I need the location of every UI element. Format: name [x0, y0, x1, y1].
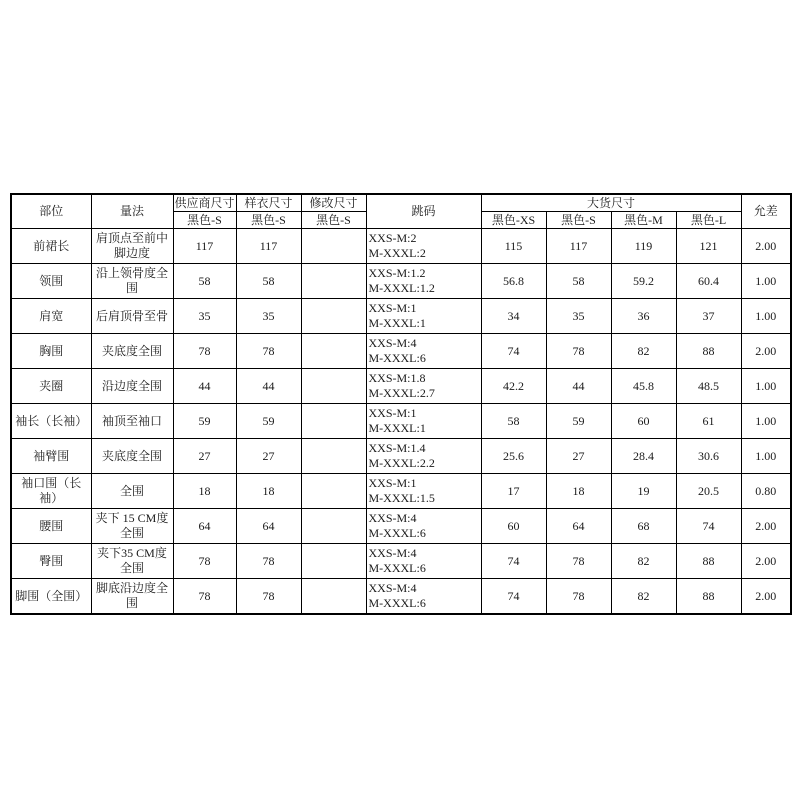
supplier-size-cell: 59: [173, 404, 236, 439]
bulk-size-cell: 88: [676, 334, 741, 369]
jump-code-line: M-XXXL:1: [368, 316, 426, 330]
part-cell: 臀围: [11, 544, 91, 579]
part-cell: 脚围（全围）: [11, 579, 91, 615]
bulk-size-cell: 88: [676, 544, 741, 579]
bulk-size-cell: 115: [481, 229, 546, 264]
method-cell: 夹下 15 CM度全围: [91, 509, 173, 544]
modified-size-cell: [301, 369, 366, 404]
jump-code-cell: [366, 474, 481, 509]
modified-size-cell: [301, 474, 366, 509]
bulk-size-cell: 35: [546, 299, 611, 334]
header-bulk-size: 大货尺寸: [481, 194, 741, 212]
bulk-size-cell: 19: [611, 474, 676, 509]
tolerance-cell: 2.00: [741, 544, 791, 579]
modified-size-cell: [301, 544, 366, 579]
size-spec-table: [10, 193, 792, 615]
header-part: 部位: [11, 194, 91, 229]
sample-size-cell: 78: [236, 544, 301, 579]
method-cell: 夹底度全围: [91, 334, 173, 369]
bulk-size-cell: 60: [481, 509, 546, 544]
bulk-size-cell: 59: [546, 404, 611, 439]
tolerance-cell: 0.80: [741, 474, 791, 509]
header-bulk-colorway-m: 黑色-M: [611, 212, 676, 229]
header-sample-colorway: 黑色-S: [236, 212, 301, 229]
jump-code-line: XXS-M:4: [368, 511, 417, 525]
jump-code-cell: [366, 334, 481, 369]
bulk-size-cell: 59.2: [611, 264, 676, 299]
modified-size-cell: [301, 264, 366, 299]
method-cell: 袖顶至袖口: [91, 404, 173, 439]
size-table-header: [11, 194, 791, 229]
header-bulk-colorway-l: 黑色-L: [676, 212, 741, 229]
bulk-size-cell: 36: [611, 299, 676, 334]
sample-size-cell: 44: [236, 369, 301, 404]
method-cell: 夹底度全围: [91, 439, 173, 474]
sample-size-cell: 35: [236, 299, 301, 334]
supplier-size-cell: 64: [173, 509, 236, 544]
table-row: [11, 299, 791, 334]
part-cell: 胸围: [11, 334, 91, 369]
sample-size-cell: 64: [236, 509, 301, 544]
table-row: [11, 404, 791, 439]
bulk-size-cell: 17: [481, 474, 546, 509]
bulk-size-cell: 121: [676, 229, 741, 264]
part-cell: 袖口围（长袖）: [11, 474, 91, 509]
part-cell: 前裙长: [11, 229, 91, 264]
tolerance-cell: 2.00: [741, 229, 791, 264]
sample-size-cell: 18: [236, 474, 301, 509]
jump-code-cell: [366, 299, 481, 334]
bulk-size-cell: 82: [611, 334, 676, 369]
bulk-size-cell: 58: [546, 264, 611, 299]
method-cell: 肩顶点至前中脚边度: [91, 229, 173, 264]
method-cell: 沿上领骨度全围: [91, 264, 173, 299]
bulk-size-cell: 37: [676, 299, 741, 334]
bulk-size-cell: 78: [546, 334, 611, 369]
method-cell: 夹下35 CM度全围: [91, 544, 173, 579]
supplier-size-cell: 27: [173, 439, 236, 474]
supplier-size-cell: 58: [173, 264, 236, 299]
supplier-size-cell: 117: [173, 229, 236, 264]
jump-code-line: XXS-M:1: [368, 406, 417, 420]
header-tolerance: 允差: [741, 194, 791, 229]
jump-code-line: XXS-M:1.2: [368, 266, 426, 280]
bulk-size-cell: 20.5: [676, 474, 741, 509]
jump-code-line: M-XXXL:6: [368, 351, 426, 365]
sample-size-cell: 78: [236, 334, 301, 369]
header-row-main: [11, 194, 791, 212]
part-cell: 领围: [11, 264, 91, 299]
modified-size-cell: [301, 509, 366, 544]
part-cell: 腰围: [11, 509, 91, 544]
method-cell: 沿边度全围: [91, 369, 173, 404]
header-method: 量法: [91, 194, 173, 229]
bulk-size-cell: 74: [481, 544, 546, 579]
table-row: [11, 579, 791, 615]
sample-size-cell: 58: [236, 264, 301, 299]
bulk-size-cell: 30.6: [676, 439, 741, 474]
tolerance-cell: 2.00: [741, 579, 791, 615]
jump-code-cell: [366, 264, 481, 299]
jump-code-cell: [366, 229, 481, 264]
modified-size-cell: [301, 579, 366, 615]
bulk-size-cell: 27: [546, 439, 611, 474]
modified-size-cell: [301, 334, 366, 369]
jump-code-line: M-XXXL:1: [368, 421, 426, 435]
supplier-size-cell: 78: [173, 544, 236, 579]
bulk-size-cell: 42.2: [481, 369, 546, 404]
method-cell: 后肩顶骨至骨: [91, 299, 173, 334]
header-modified-colorway: 黑色-S: [301, 212, 366, 229]
method-cell: 脚底沿边度全围: [91, 579, 173, 615]
modified-size-cell: [301, 404, 366, 439]
jump-code-cell: [366, 509, 481, 544]
header-sample-size: 样衣尺寸: [236, 194, 301, 212]
table-row: [11, 544, 791, 579]
bulk-size-cell: 45.8: [611, 369, 676, 404]
tolerance-cell: 2.00: [741, 334, 791, 369]
table-row: [11, 334, 791, 369]
header-bulk-colorway-xs: 黑色-XS: [481, 212, 546, 229]
header-supplier-size: 供应商尺寸: [174, 195, 235, 210]
tolerance-cell: 1.00: [741, 404, 791, 439]
jump-code-cell: [366, 579, 481, 615]
tolerance-cell: 1.00: [741, 369, 791, 404]
bulk-size-cell: 64: [546, 509, 611, 544]
bulk-size-cell: 34: [481, 299, 546, 334]
modified-size-cell: [301, 439, 366, 474]
bulk-size-cell: 48.5: [676, 369, 741, 404]
modified-size-cell: [301, 229, 366, 264]
jump-code-line: M-XXXL:1.5: [368, 491, 435, 505]
sample-size-cell: 117: [236, 229, 301, 264]
supplier-size-cell: 44: [173, 369, 236, 404]
header-modified-size: 修改尺寸: [301, 194, 366, 212]
bulk-size-cell: 82: [611, 544, 676, 579]
part-cell: 袖臂围: [11, 439, 91, 474]
bulk-size-cell: 119: [611, 229, 676, 264]
jump-code-line: M-XXXL:2: [368, 246, 426, 260]
method-cell: 全围: [91, 474, 173, 509]
table-row: [11, 369, 791, 404]
tolerance-cell: 1.00: [741, 264, 791, 299]
modified-size-cell: [301, 299, 366, 334]
bulk-size-cell: 74: [481, 579, 546, 615]
bulk-size-cell: 68: [611, 509, 676, 544]
table-row: [11, 474, 791, 509]
tolerance-cell: 1.00: [741, 299, 791, 334]
header-jump-code: 跳码: [366, 194, 481, 229]
table-row: [11, 264, 791, 299]
jump-code-line: XXS-M:2: [368, 231, 417, 245]
sample-size-cell: 78: [236, 579, 301, 615]
part-cell: 夹圈: [11, 369, 91, 404]
part-cell: 肩宽: [11, 299, 91, 334]
jump-code-line: M-XXXL:6: [368, 526, 426, 540]
header-bulk-colorway-s: 黑色-S: [546, 212, 611, 229]
bulk-size-cell: 74: [676, 509, 741, 544]
jump-code-line: XXS-M:1: [368, 476, 417, 490]
supplier-size-cell: 78: [173, 579, 236, 615]
jump-code-line: XXS-M:1.4: [368, 441, 426, 455]
supplier-size-cell: 78: [173, 334, 236, 369]
jump-code-cell: [366, 439, 481, 474]
jump-code-line: M-XXXL:6: [368, 596, 426, 610]
bulk-size-cell: 82: [611, 579, 676, 615]
tolerance-cell: 2.00: [741, 509, 791, 544]
part-cell: 袖长（长袖）: [11, 404, 91, 439]
jump-code-line: XXS-M:4: [368, 336, 417, 350]
size-table-body: [11, 229, 791, 615]
jump-code-cell: [366, 369, 481, 404]
bulk-size-cell: 78: [546, 544, 611, 579]
bulk-size-cell: 60: [611, 404, 676, 439]
bulk-size-cell: 28.4: [611, 439, 676, 474]
jump-code-line: XXS-M:1.8: [368, 371, 426, 385]
bulk-size-cell: 117: [546, 229, 611, 264]
sample-size-cell: 27: [236, 439, 301, 474]
table-row: [11, 439, 791, 474]
bulk-size-cell: 18: [546, 474, 611, 509]
jump-code-line: XXS-M:1: [368, 301, 417, 315]
header-supplier-colorway: 黑色-S: [173, 212, 236, 229]
sample-size-cell: 59: [236, 404, 301, 439]
jump-code-line: XXS-M:4: [368, 581, 417, 595]
supplier-size-cell: 18: [173, 474, 236, 509]
bulk-size-cell: 56.8: [481, 264, 546, 299]
jump-code-cell: [366, 544, 481, 579]
bulk-size-cell: 78: [546, 579, 611, 615]
jump-code-line: M-XXXL:2.2: [368, 456, 435, 470]
bulk-size-cell: 44: [546, 369, 611, 404]
bulk-size-cell: 60.4: [676, 264, 741, 299]
bulk-size-cell: 74: [481, 334, 546, 369]
jump-code-line: M-XXXL:2.7: [368, 386, 435, 400]
tolerance-cell: 1.00: [741, 439, 791, 474]
jump-code-line: M-XXXL:6: [368, 561, 426, 575]
jump-code-line: XXS-M:4: [368, 546, 417, 560]
bulk-size-cell: 58: [481, 404, 546, 439]
jump-code-line: M-XXXL:1.2: [368, 281, 435, 295]
bulk-size-cell: 88: [676, 579, 741, 615]
bulk-size-cell: 61: [676, 404, 741, 439]
supplier-size-cell: 35: [173, 299, 236, 334]
bulk-size-cell: 25.6: [481, 439, 546, 474]
jump-code-cell: [366, 404, 481, 439]
table-row: [11, 229, 791, 264]
table-row: [11, 509, 791, 544]
